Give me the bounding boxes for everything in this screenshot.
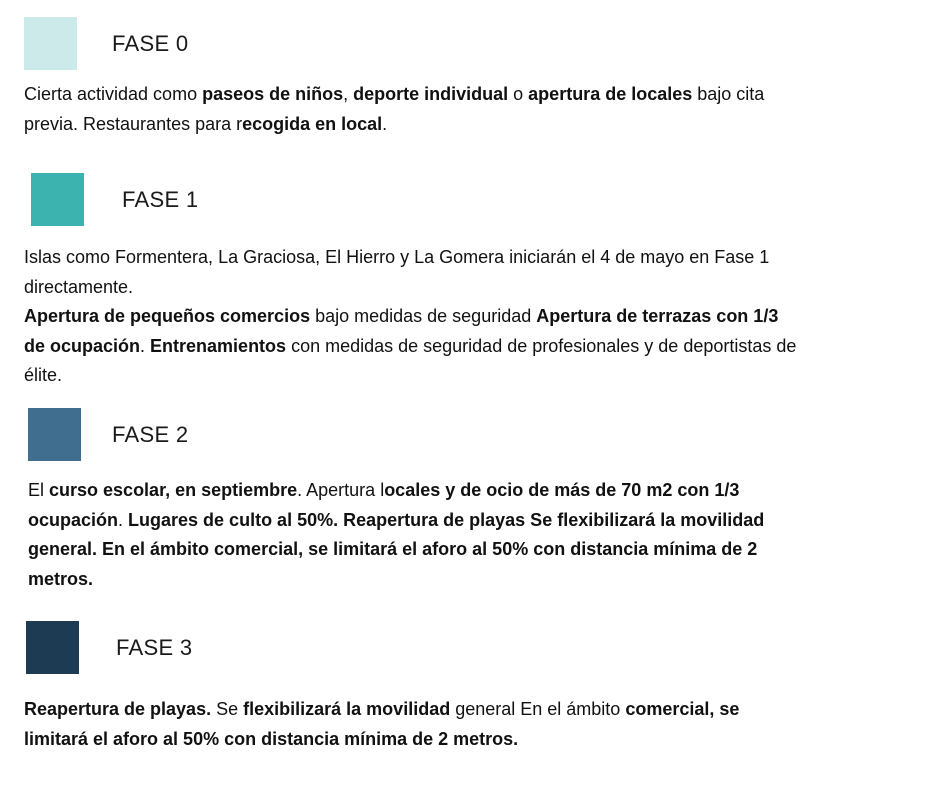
body-text: .	[382, 113, 388, 134]
phase-2-line-3	[28, 565, 928, 595]
emphasis-text: curso escolar, en septiembre	[49, 480, 298, 500]
emphasis-text: ocales y de ocio de más de 70 m2 con 1/3	[384, 480, 740, 500]
emphasis-text: Apertura de terrazas con 1/3	[536, 306, 779, 326]
phase-2-color-swatch	[28, 408, 81, 461]
body-text: Se	[211, 699, 244, 719]
phase-3-color-swatch	[26, 621, 79, 674]
emphasis-text: metros.	[28, 568, 94, 589]
body-text: Islas como Formentera, La Graciosa, El Hierro y La Gomera iniciarán el 4 de mayo en Fase 1	[24, 247, 770, 267]
emphasis-text: general. En el ámbito comercial, se limitará el aforo al 50% con distancia mínima de 2	[28, 539, 758, 559]
emphasis-text: limitará el aforo al 50% con distancia mínima de 2 metros.	[24, 728, 519, 749]
emphasis-text: apertura de locales	[528, 84, 693, 104]
body-text: Cierta actividad como	[24, 84, 203, 104]
phase-3-line-0	[24, 695, 924, 725]
body-text: .	[118, 509, 129, 530]
emphasis-text: de ocupación	[24, 335, 141, 356]
phase-0-line-1	[24, 110, 924, 140]
phase-1-color-swatch	[31, 173, 84, 226]
emphasis-text: ocupación	[28, 509, 119, 530]
emphasis-text: Entrenamientos	[150, 335, 287, 356]
phase-2-title: FASE 2	[112, 422, 189, 447]
phase-1-line-2	[24, 302, 924, 332]
phase-3-description	[24, 695, 924, 754]
phase-2-line-2	[28, 535, 928, 565]
emphasis-text: flexibilizará la movilidad	[243, 699, 451, 719]
phase-1-line-4	[24, 361, 924, 391]
body-text: con medidas de seguridad de profesionales y de deportistas de	[286, 335, 797, 356]
emphasis-text: Lugares de culto al 50%. Reapertura de playas Se flexibilizará la movilidad	[128, 509, 765, 530]
phase-3-title: FASE 3	[116, 635, 193, 660]
phase-0-color-swatch	[24, 17, 77, 70]
phase-2-line-0	[28, 476, 928, 506]
phase-0-line-0	[24, 80, 924, 110]
body-text: élite.	[24, 365, 63, 385]
phase-1-description	[24, 243, 924, 391]
emphasis-text: deporte individual	[353, 84, 509, 104]
emphasis-text: Reapertura de playas.	[24, 699, 212, 719]
body-text: ,	[343, 84, 354, 104]
body-text: o	[508, 84, 529, 104]
emphasis-text: comercial, se	[625, 699, 740, 719]
body-text: . Apertura l	[297, 480, 385, 500]
phase-1-line-3	[24, 332, 924, 362]
body-text: previa. Restaurantes para r	[24, 113, 243, 134]
phase-3-line-1	[24, 725, 924, 755]
emphasis-text: Apertura de pequeños comercios	[24, 306, 311, 326]
body-text: directamente.	[24, 276, 134, 297]
phase-1-title: FASE 1	[122, 187, 199, 212]
emphasis-text: paseos de niños	[202, 84, 344, 104]
phase-1-line-1	[24, 273, 924, 303]
body-text: bajo medidas de seguridad	[310, 306, 537, 326]
body-text: El	[28, 480, 50, 500]
body-text: .	[140, 335, 151, 356]
phase-2-description	[28, 476, 928, 594]
phase-0-description	[24, 80, 924, 139]
phase-2-line-1	[28, 506, 928, 536]
body-text: general En el ámbito	[450, 699, 626, 719]
body-text: bajo cita	[692, 84, 765, 104]
phase-1-line-0	[24, 243, 924, 273]
phase-0-title: FASE 0	[112, 31, 189, 56]
emphasis-text: ecogida en local	[242, 113, 383, 134]
